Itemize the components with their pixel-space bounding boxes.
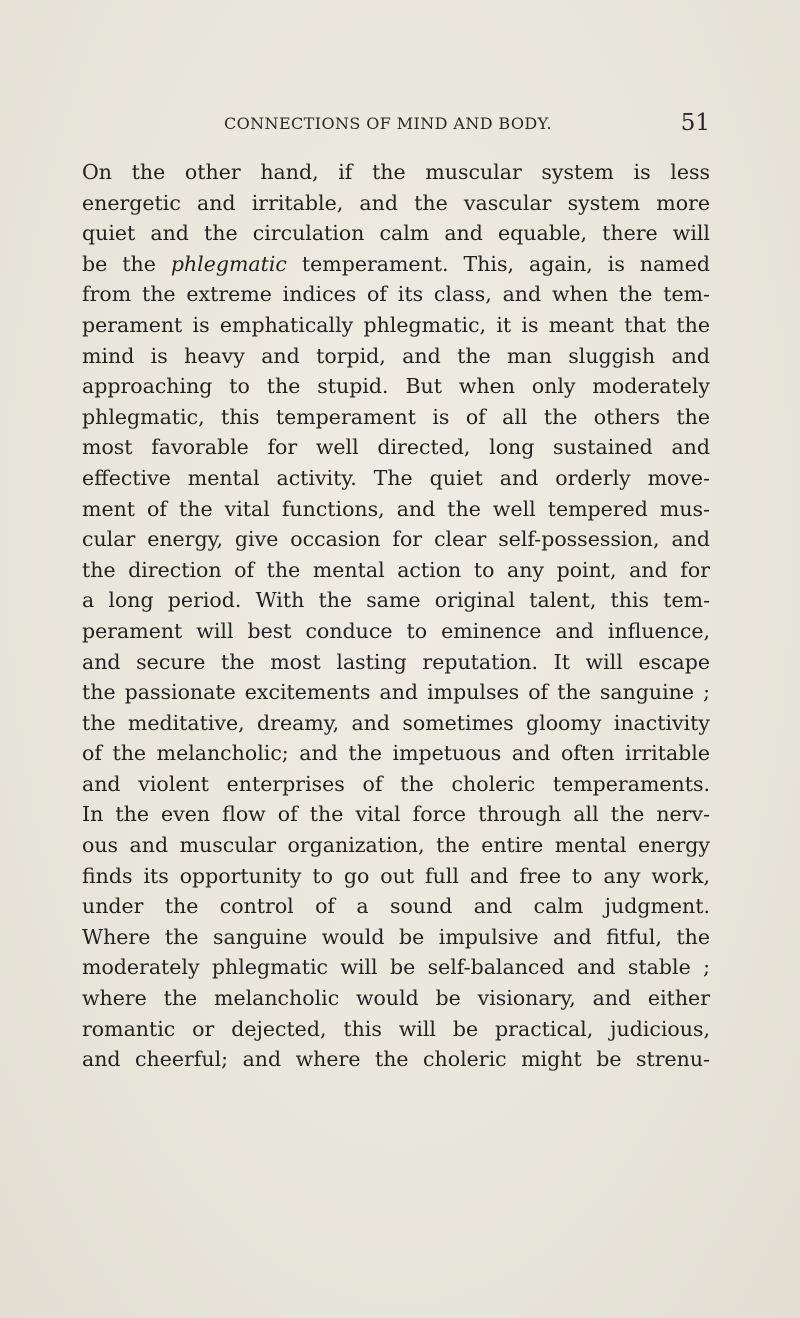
text-line-6: perament is emphatically phlegmatic, it is meant that the [82, 312, 710, 337]
text-line-14: the direction of the mental action to any point, and for [82, 557, 710, 582]
text-line-29: romantic or dejected, this will be practical, judicious, [82, 1016, 710, 1041]
text-line-4-before: be the [82, 251, 171, 276]
text-line-5: from the extreme indices of its class, and when the tem- [82, 282, 710, 307]
text-line-23: ous and muscular organization, the entire mental energy [82, 833, 710, 858]
text-line-30: and cheerful; and where the choleric might be strenu- [82, 1047, 710, 1072]
text-line-2: energetic and irritable, and the vascular system more [82, 190, 710, 215]
text-line-1: On the other hand, if the muscular system is less [82, 160, 710, 184]
text-line-13: cular energy, give occasion for clear self-possession, and [82, 527, 710, 552]
text-line-18: the passionate excitements and impulses of the sanguine ; [82, 680, 710, 705]
body-paragraph [82, 157, 710, 1075]
text-line-3: quiet and the circulation calm and equable, there will [82, 221, 710, 246]
text-line-19: the meditative, dreamy, and sometimes gloomy inactivity [82, 710, 710, 735]
text-line-22: In the even flow of the vital force through all the nerv- [82, 802, 710, 827]
text-line-8: approaching to the stupid. But when only moderately [82, 374, 710, 399]
text-line-27: moderately phlegmatic will be self-balanced and stable ; [82, 955, 710, 980]
text-line-28: where the melancholic would be visionary, and either [82, 986, 710, 1011]
text-line-10: most favorable for well directed, long sustained and [82, 435, 710, 460]
running-head-title: CONNECTIONS OF MIND AND BODY. [224, 114, 553, 133]
text-line-21: and violent enterprises of the choleric temperaments. [82, 771, 710, 796]
text-line-20: of the melancholic; and the impetuous and often irritable [82, 741, 710, 766]
text-line-17: and secure the most lasting reputation. It will escape [82, 649, 710, 674]
text-line-4 [82, 249, 710, 280]
text-line-24: finds its opportunity to go out full and free to any work, [82, 863, 710, 888]
text-line-26: Where the sanguine would be impulsive and fitful, the [82, 924, 710, 949]
text-line-12: ment of the vital functions, and the well tempered mus- [82, 496, 710, 521]
italic-term-phlegmatic: phlegmatic [170, 251, 287, 276]
text-line-15: a long period. With the same original talent, this tem- [82, 588, 710, 613]
running-head [82, 110, 710, 140]
text-line-9: phlegmatic, this temperament is of all the others the [82, 404, 710, 429]
page-number: 51 [680, 110, 710, 136]
text-line-4-after: temperament. This, again, is named [286, 251, 710, 276]
text-line-25: under the control of a sound and calm judgment. [82, 894, 710, 919]
text-line-7: mind is heavy and torpid, and the man sluggish and [82, 343, 710, 368]
text-line-16: perament will best conduce to eminence and influence, [82, 618, 710, 643]
text-line-11: effective mental activity. The quiet and orderly move- [82, 465, 710, 490]
